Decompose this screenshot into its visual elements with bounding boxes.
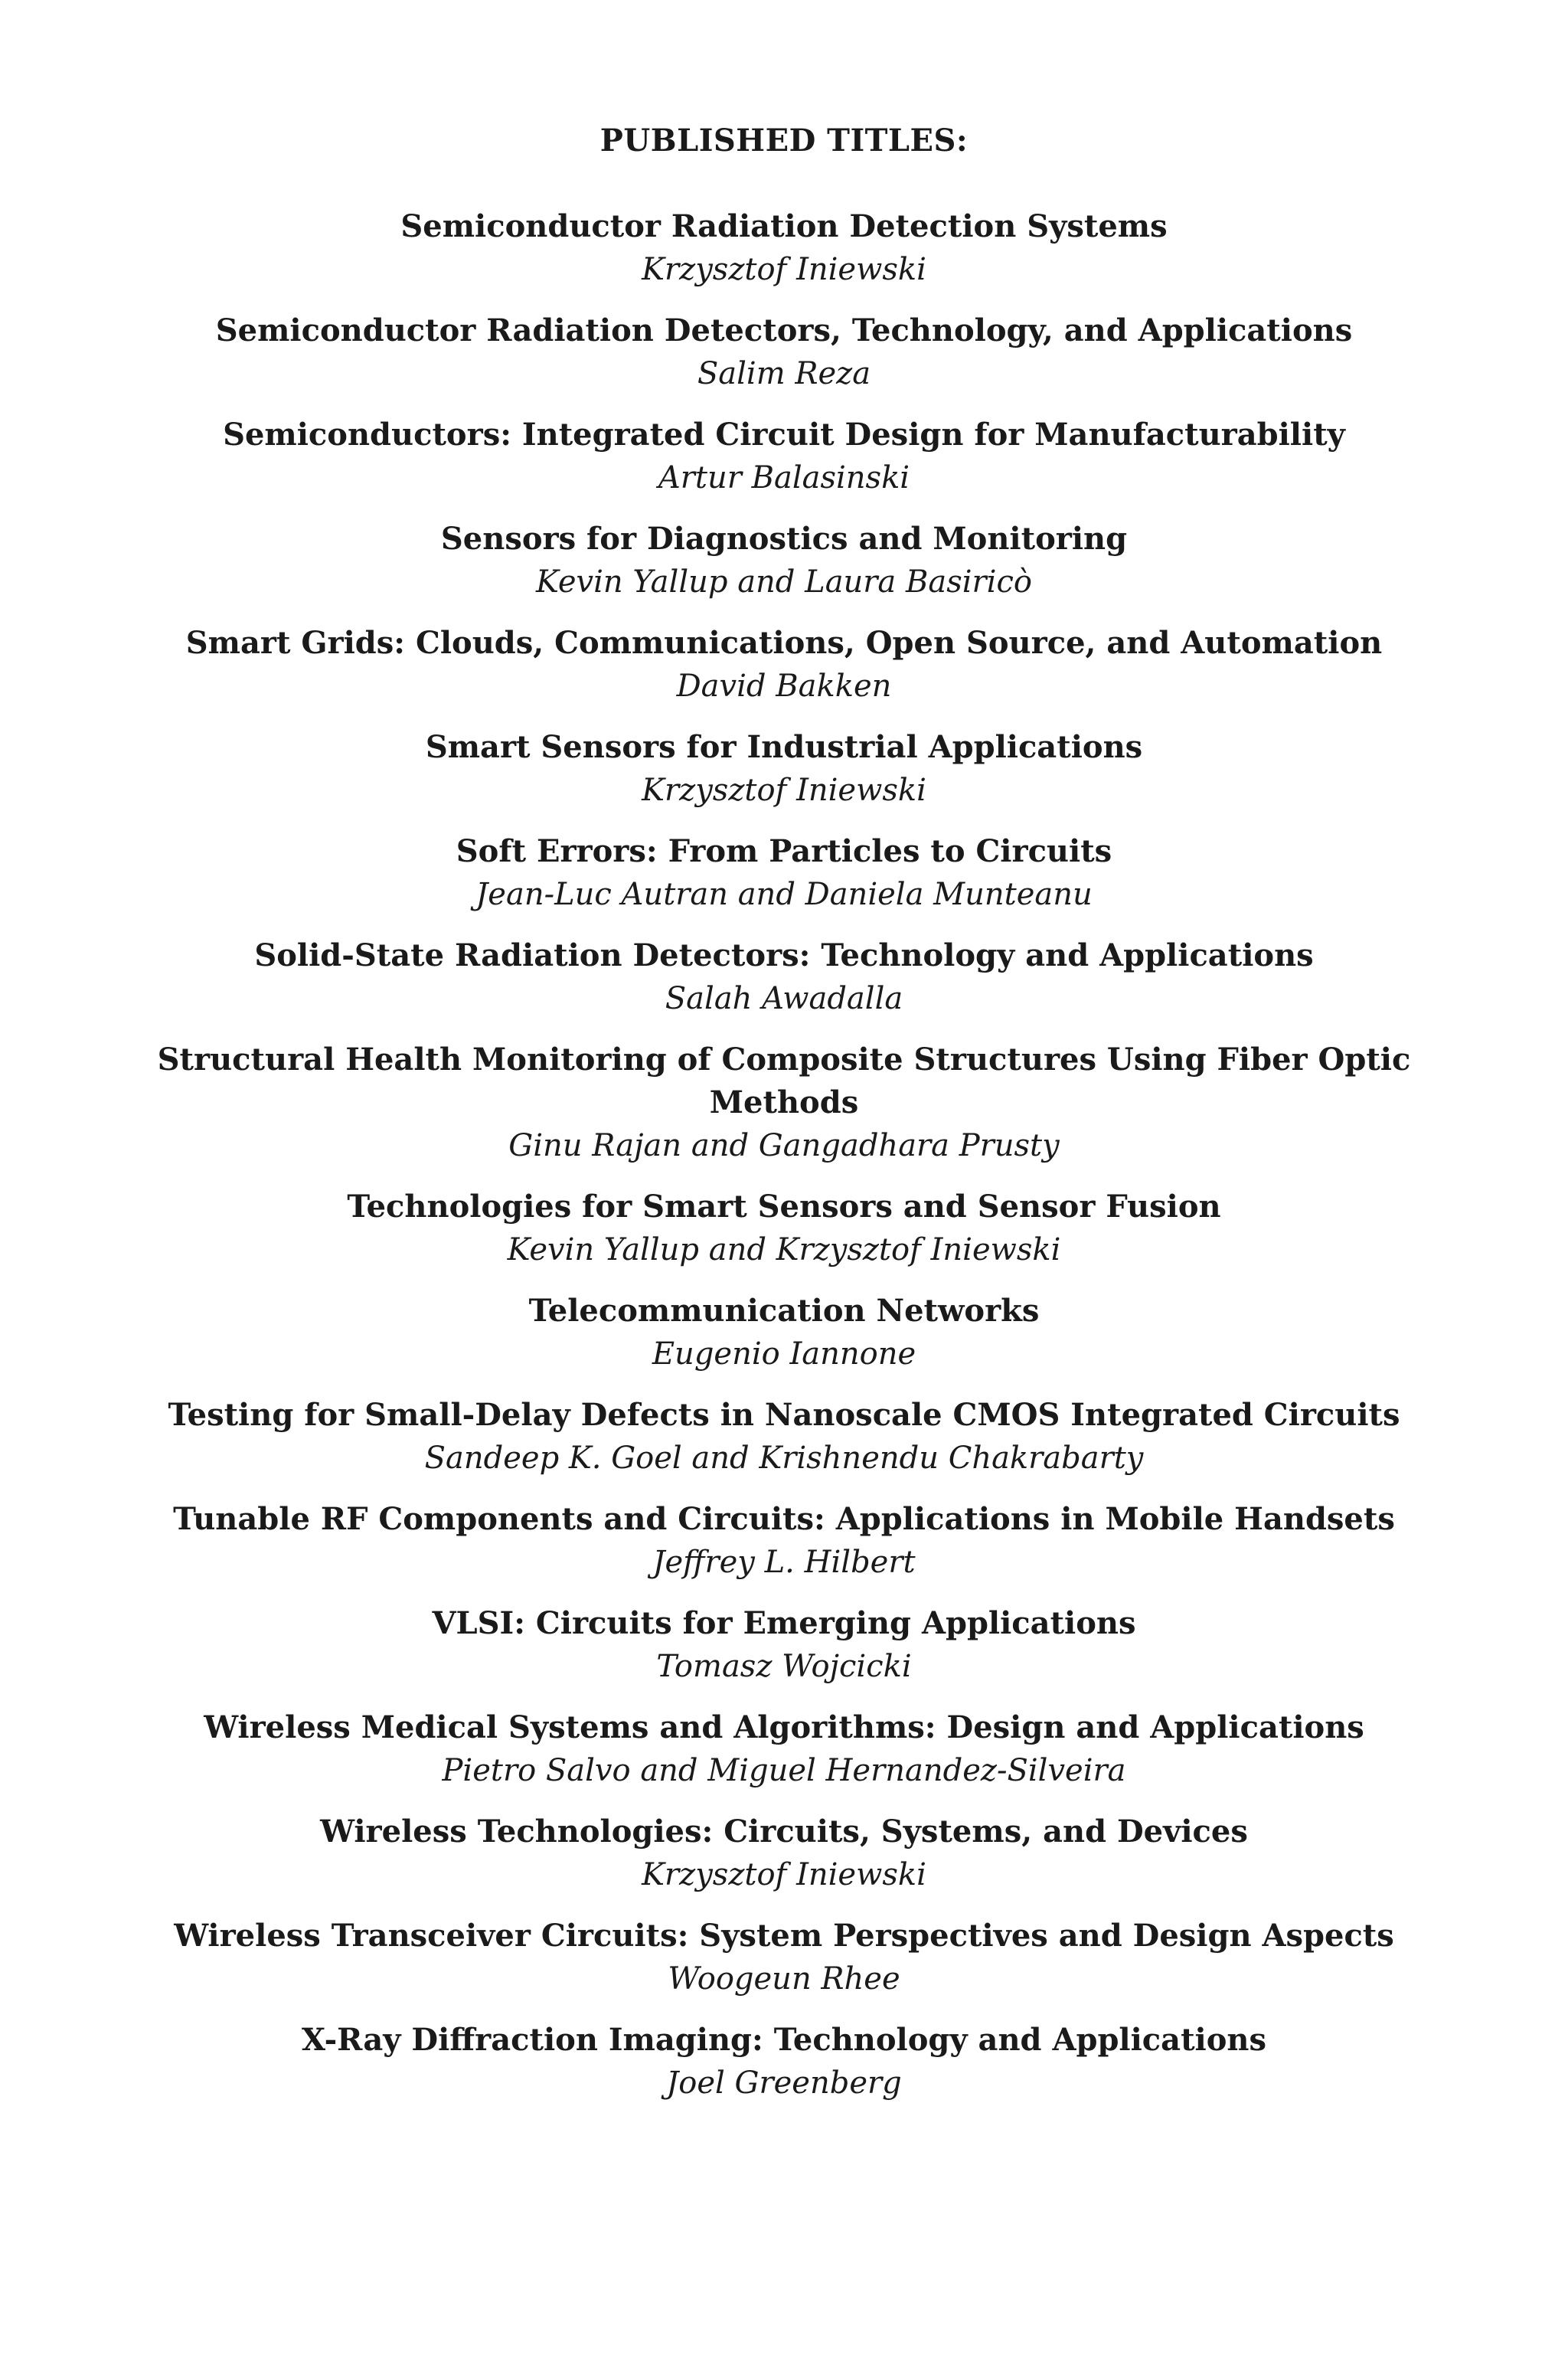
- book-title: Soft Errors: From Particles to Circuits: [456, 833, 1112, 869]
- book-author: Tomasz Wojcicki: [656, 1649, 912, 1684]
- book-author: Krzysztof Iniewski: [642, 773, 926, 808]
- book-title: Telecommunication Networks: [528, 1293, 1040, 1329]
- list-item: [153, 518, 1415, 603]
- book-author: Eugenio Iannone: [652, 1336, 916, 1372]
- book-title: Smart Sensors for Industrial Applications: [425, 729, 1143, 765]
- list-item: [153, 726, 1415, 812]
- book-author: Pietro Salvo and Miguel Hernandez-Silveira: [442, 1753, 1126, 1788]
- book-author: Artur Balasinski: [658, 460, 910, 496]
- list-item: [153, 1810, 1415, 1896]
- book-author: Woogeun Rhee: [668, 1961, 900, 1997]
- book-title: Structural Health Monitoring of Composite Structures Using Fiber Optic Methods: [157, 1042, 1411, 1120]
- book-author: Krzysztof Iniewski: [642, 252, 926, 287]
- book-author: Ginu Rajan and Gangadhara Prusty: [508, 1128, 1060, 1163]
- list-item: [153, 414, 1415, 499]
- list-item: [153, 1706, 1415, 1792]
- book-title: Tunable RF Components and Circuits: Applications in Mobile Handsets: [173, 1501, 1395, 1537]
- book-author: David Bakken: [676, 669, 892, 704]
- list-item: [153, 622, 1415, 708]
- book-title: Sensors for Diagnostics and Monitoring: [440, 521, 1128, 557]
- book-title: X-Ray Diffraction Imaging: Technology and Applications: [301, 2022, 1267, 2058]
- published-titles-list: [153, 205, 1415, 2123]
- list-item: [153, 1915, 1415, 2000]
- list-item: [153, 309, 1415, 395]
- list-item: [153, 1038, 1415, 1167]
- book-author: Krzysztof Iniewski: [642, 1857, 926, 1892]
- list-item: [153, 1498, 1415, 1584]
- list-item: [153, 1602, 1415, 1688]
- book-author: Salim Reza: [697, 356, 871, 391]
- book-title: Testing for Small-Delay Defects in Nanoscale CMOS Integrated Circuits: [168, 1397, 1400, 1433]
- book-author: Joel Greenberg: [666, 2065, 902, 2101]
- book-author: Jeffrey L. Hilbert: [652, 1545, 916, 1580]
- book-author: Kevin Yallup and Laura Basiricò: [536, 564, 1032, 600]
- book-author: Kevin Yallup and Krzysztof Iniewski: [507, 1232, 1061, 1267]
- book-title: Solid-State Radiation Detectors: Technology and Applications: [254, 937, 1314, 973]
- list-item: [153, 934, 1415, 1020]
- book-title: Semiconductor Radiation Detection Systems: [400, 208, 1168, 244]
- book-title: Technologies for Smart Sensors and Sensor Fusion: [347, 1189, 1221, 1225]
- book-author: Jean-Luc Autran and Daniela Munteanu: [475, 877, 1093, 912]
- book-title: Semiconductor Radiation Detectors, Technology, and Applications: [215, 312, 1353, 348]
- book-title: Smart Grids: Clouds, Communications, Open Source, and Automation: [185, 625, 1383, 661]
- page-heading: PUBLISHED TITLES:: [599, 123, 969, 159]
- list-item: [153, 830, 1415, 916]
- list-item: [153, 1394, 1415, 1480]
- book-author: Sandeep K. Goel and Krishnendu Chakrabarty: [424, 1441, 1144, 1476]
- book-title: Semiconductors: Integrated Circuit Design for Manufacturability: [223, 417, 1345, 453]
- list-item: [153, 1186, 1415, 1271]
- book-title: Wireless Medical Systems and Algorithms: Design and Applications: [204, 1709, 1364, 1745]
- list-item: [153, 1290, 1415, 1375]
- book-title: Wireless Transceiver Circuits: System Perspectives and Design Aspects: [174, 1918, 1394, 1954]
- list-item: [153, 2019, 1415, 2105]
- list-item: [153, 205, 1415, 291]
- book-title: Wireless Technologies: Circuits, Systems, and Devices: [320, 1814, 1248, 1850]
- book-author: Salah Awadalla: [665, 981, 903, 1016]
- book-title: VLSI: Circuits for Emerging Applications: [432, 1605, 1136, 1641]
